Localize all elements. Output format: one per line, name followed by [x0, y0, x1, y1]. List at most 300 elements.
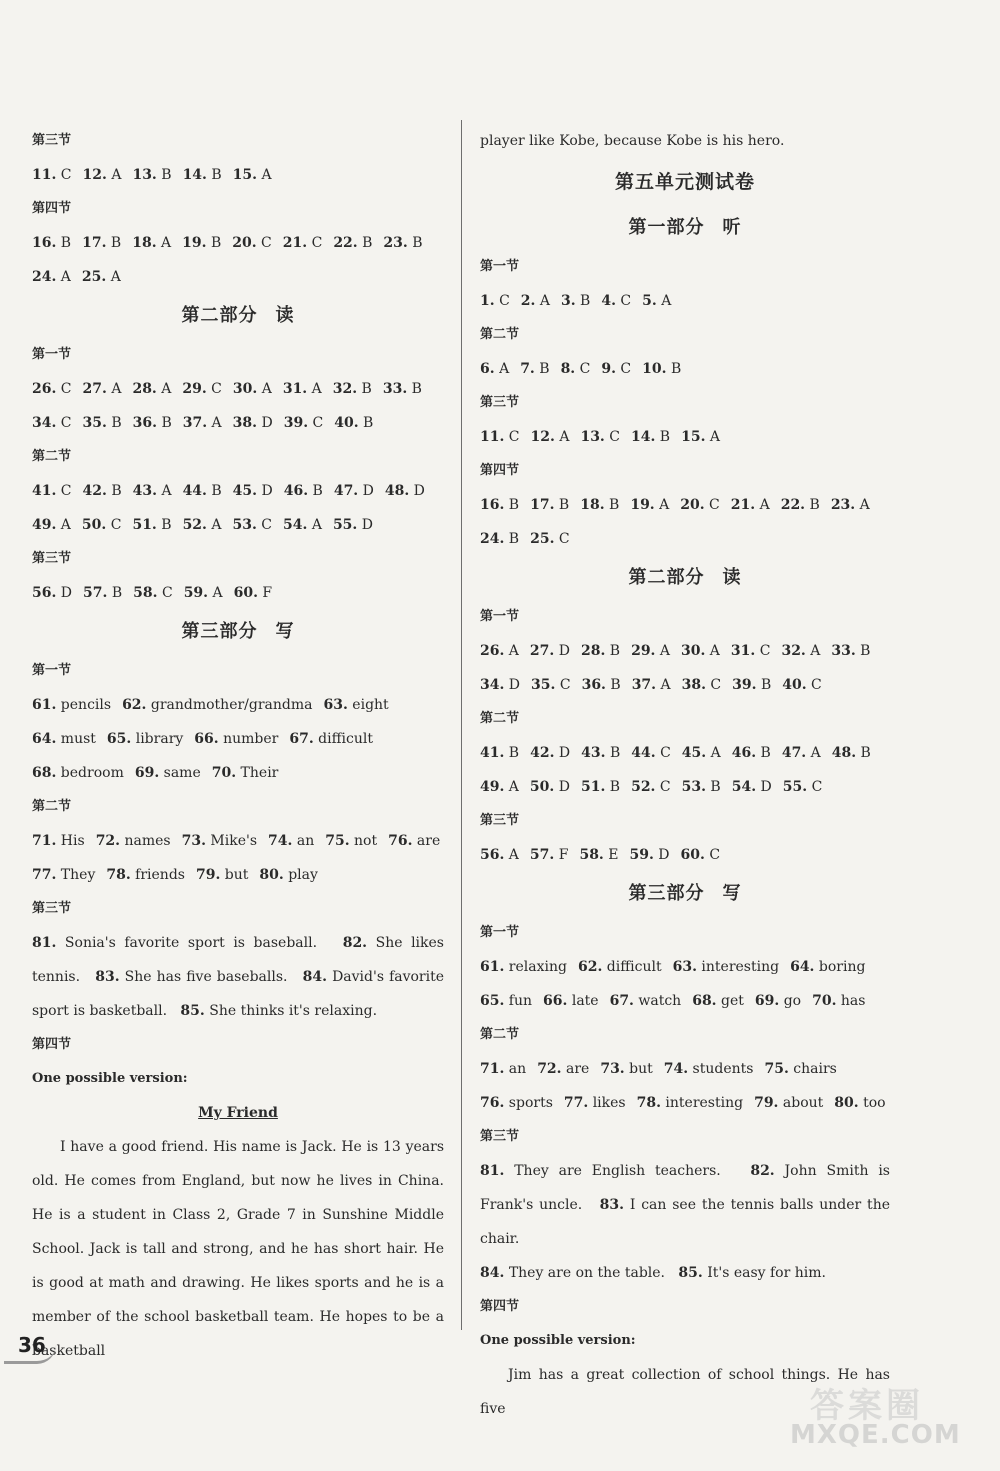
answer-value: A — [106, 381, 122, 397]
answer-item — [132, 517, 171, 533]
part-skill: 听 — [722, 217, 742, 238]
answer-value: interesting — [660, 1095, 744, 1111]
question-number: 65. — [106, 731, 132, 747]
question-number: 8. — [560, 361, 576, 377]
answer-value: B — [805, 497, 820, 513]
answer-value: B — [106, 415, 122, 431]
answer-item — [632, 677, 671, 693]
answer-value: C — [704, 847, 721, 863]
answer-item — [333, 517, 373, 533]
answer-value: B — [575, 293, 591, 309]
answer-item — [325, 833, 377, 849]
answer-item — [232, 517, 272, 533]
answer-row — [480, 1086, 890, 1120]
answer-item — [630, 497, 669, 513]
answer-item — [183, 167, 222, 183]
question-number: 68. — [32, 765, 57, 781]
question-number: 74. — [268, 833, 293, 849]
answer-item — [631, 779, 671, 795]
answer-value: B — [856, 745, 871, 761]
question-number: 24. — [480, 531, 505, 547]
answer-item — [642, 361, 681, 377]
essay-text: I have a good friend. His name is Jack. He is 13 years old. He comes from England, but now he lives in China. He is a student in Class 2, Grade 7 in Sunshine Middle School. Jack is tall and strong, and he has short hair. He is good at math and drawing. He likes sports and he is a member of the school basketball team. He hopes to be a basketball — [32, 1139, 444, 1359]
part-label: 第二部分 — [628, 567, 705, 588]
section-heading: 第二节 — [480, 1027, 520, 1042]
question-number: 53. — [681, 779, 706, 795]
answer-value: boring — [814, 959, 866, 975]
question-number: 4. — [601, 293, 616, 309]
answer-value: A — [208, 585, 223, 601]
answer-item — [82, 235, 121, 251]
section-heading: 第三节 — [32, 133, 72, 148]
answer-value: B — [504, 745, 520, 761]
answer-item — [681, 643, 720, 659]
question-number: 56. — [32, 585, 57, 601]
answer-value: A — [106, 167, 122, 183]
answer-row — [32, 406, 444, 440]
question-number: 43. — [581, 745, 606, 761]
answer-item — [582, 677, 621, 693]
question-number: 78. — [106, 867, 131, 883]
question-number: 39. — [732, 677, 757, 693]
question-number: 75. — [764, 1061, 789, 1077]
answer-value: B — [534, 361, 550, 377]
answer-value: A — [855, 497, 870, 513]
question-number: 35. — [531, 677, 556, 693]
question-number: 65. — [480, 993, 505, 1009]
answer-value: but — [220, 867, 249, 883]
question-number: 37. — [182, 415, 208, 431]
answer-item — [480, 429, 520, 445]
answer-value: not — [349, 833, 378, 849]
answer-item — [383, 235, 422, 251]
question-number: 22. — [780, 497, 806, 513]
answer-item — [183, 415, 222, 431]
answer-item — [333, 235, 372, 251]
question-number: 35. — [82, 415, 107, 431]
answer-item — [681, 847, 721, 863]
answer-item — [732, 745, 771, 761]
question-number: 54. — [731, 779, 757, 795]
question-number: 62. — [577, 959, 603, 975]
answer-text: She thinks it's relaxing. — [209, 1003, 378, 1019]
answer-item — [530, 643, 570, 659]
answer-value: A — [504, 643, 519, 659]
answer-value: A — [554, 429, 570, 445]
question-number: 12. — [530, 429, 555, 445]
answer-value: C — [705, 677, 722, 693]
question-number: 72. — [537, 1061, 562, 1077]
answer-value: too — [858, 1095, 886, 1111]
answer-value: C — [56, 167, 72, 183]
answer-value: library — [131, 731, 184, 747]
answer-item — [631, 429, 670, 445]
answer-row — [32, 474, 444, 508]
question-number: 80. — [834, 1095, 859, 1111]
answer-value: C — [755, 643, 771, 659]
question-number: 64. — [32, 731, 57, 747]
question-number: 48. — [384, 483, 410, 499]
answer-item — [834, 1095, 885, 1111]
answer-item — [530, 779, 570, 795]
question-number: 11. — [480, 429, 505, 445]
answer-value: B — [157, 415, 172, 431]
left-column — [32, 124, 444, 1368]
answer-value: A — [705, 429, 721, 445]
answer-item — [183, 483, 222, 499]
part-skill: 读 — [722, 567, 742, 588]
question-number: 79. — [754, 1095, 779, 1111]
answer-item — [132, 381, 171, 397]
answer-value: A — [56, 517, 71, 533]
answer-value: F — [257, 585, 273, 601]
answer-item — [83, 585, 122, 601]
answer-value: Mike's — [205, 833, 258, 849]
answer-item — [32, 381, 72, 397]
question-number: 18. — [132, 235, 157, 251]
question-number: 81. — [480, 1163, 505, 1179]
answer-row — [480, 420, 890, 454]
question-number: 27. — [82, 381, 107, 397]
question-number: 15. — [232, 167, 258, 183]
question-number: 58. — [133, 585, 158, 601]
question-number: 25. — [81, 269, 107, 285]
answer-item — [480, 1095, 553, 1111]
answer-item — [561, 361, 591, 377]
question-number: 2. — [520, 293, 536, 309]
question-number: 48. — [831, 745, 857, 761]
answer-item — [233, 415, 273, 431]
question-number: 53. — [232, 517, 257, 533]
answer-text: She likes tennis. — [32, 935, 444, 985]
sentence-answers — [480, 1154, 890, 1290]
answer-value: pencils — [56, 697, 112, 713]
answer-item — [580, 497, 619, 513]
answer-row — [32, 722, 444, 756]
question-number: 64. — [790, 959, 815, 975]
section-heading: 第二节 — [32, 799, 72, 814]
answer-value: C — [575, 361, 591, 377]
question-number: 83. — [599, 1197, 625, 1213]
question-number: 21. — [730, 497, 756, 513]
question-number: 28. — [580, 643, 606, 659]
answer-item — [82, 269, 121, 285]
question-number: 76. — [480, 1095, 505, 1111]
answer-value: C — [615, 361, 632, 377]
answer-item — [283, 381, 322, 397]
question-number: 73. — [181, 833, 206, 849]
question-number: 61. — [32, 697, 57, 713]
answer-item — [194, 731, 278, 747]
essay-title: My Friend — [198, 1105, 278, 1121]
answer-value: A — [206, 517, 222, 533]
answer-value: B — [107, 585, 123, 601]
answer-item — [664, 1061, 754, 1077]
answer-value: B — [358, 415, 374, 431]
answer-item — [480, 531, 519, 547]
answer-item — [681, 429, 720, 445]
answer-item — [184, 585, 223, 601]
part-skill: 读 — [275, 305, 295, 326]
part-heading — [480, 872, 890, 916]
answer-row — [480, 352, 890, 386]
answer-item — [284, 483, 323, 499]
question-number: 57. — [529, 847, 555, 863]
answer-value: B — [206, 483, 222, 499]
answer-value: C — [554, 531, 570, 547]
question-number: 61. — [480, 959, 505, 975]
answer-value: play — [283, 867, 318, 883]
answer-row — [480, 838, 890, 872]
answer-item — [731, 643, 771, 659]
question-number: 77. — [32, 867, 57, 883]
answer-value: B — [605, 779, 621, 795]
answer-value: must — [56, 731, 96, 747]
question-number: 74. — [663, 1061, 689, 1077]
answer-item — [601, 361, 631, 377]
answer-value: go — [779, 993, 802, 1009]
answer-item — [832, 745, 871, 761]
answer-item — [259, 867, 318, 883]
question-number: 84. — [480, 1265, 505, 1281]
question-number: 42. — [530, 745, 555, 761]
answer-value: B — [605, 643, 621, 659]
question-number: 49. — [32, 517, 57, 533]
question-number: 42. — [82, 483, 107, 499]
question-number: 13. — [580, 429, 605, 445]
answer-value: D — [56, 585, 73, 601]
answer-value: A — [654, 497, 670, 513]
question-number: 26. — [480, 643, 505, 659]
answer-item — [631, 745, 671, 761]
question-number: 25. — [530, 531, 555, 547]
answer-item — [581, 745, 620, 761]
question-number: 3. — [560, 293, 576, 309]
answer-item — [564, 1095, 626, 1111]
answer-item — [637, 1095, 743, 1111]
question-number: 46. — [283, 483, 309, 499]
answer-item — [132, 235, 171, 251]
answer-value: They — [56, 867, 96, 883]
answer-value: F — [554, 847, 569, 863]
answer-value: His — [56, 833, 85, 849]
answer-item — [233, 381, 272, 397]
answer-item — [234, 585, 273, 601]
section-heading: 第一节 — [32, 663, 72, 678]
answer-value: D — [554, 745, 571, 761]
answer-value: A — [805, 643, 821, 659]
answer-item — [83, 483, 122, 499]
question-number: 5. — [642, 293, 657, 309]
answer-item — [579, 847, 618, 863]
answer-item — [732, 677, 771, 693]
answer-item — [530, 531, 570, 547]
answer-value: A — [157, 483, 172, 499]
question-number: 56. — [480, 847, 505, 863]
answer-value: interesting — [696, 959, 780, 975]
part-label: 第三部分 — [628, 883, 705, 904]
answer-row — [32, 226, 444, 260]
version-label: One possible version: — [32, 1071, 188, 1086]
answer-item — [333, 381, 372, 397]
answer-item — [682, 779, 721, 795]
answer-item — [32, 833, 85, 849]
question-number: 70. — [211, 765, 237, 781]
question-number: 55. — [332, 517, 358, 533]
answer-item — [682, 745, 721, 761]
answer-value: D — [756, 779, 772, 795]
section-heading: 第一节 — [32, 347, 72, 362]
question-number: 23. — [383, 235, 408, 251]
answer-value: C — [655, 745, 671, 761]
answer-item — [755, 993, 801, 1009]
section-heading: 第三节 — [480, 395, 520, 410]
answer-row — [32, 824, 444, 858]
answer-value: D — [409, 483, 425, 499]
answer-value: D — [257, 483, 273, 499]
answer-item — [107, 731, 183, 747]
answer-value: B — [106, 483, 122, 499]
answer-value: A — [106, 269, 121, 285]
question-number: 81. — [32, 935, 57, 951]
answer-item — [83, 415, 122, 431]
answer-value: C — [56, 415, 72, 431]
answer-value: relaxing — [504, 959, 567, 975]
answer-value: D — [257, 415, 273, 431]
question-number: 70. — [812, 993, 837, 1009]
part-label: 第二部分 — [181, 305, 258, 326]
answer-item — [233, 483, 273, 499]
answer-value: C — [704, 497, 720, 513]
answer-value: A — [257, 167, 272, 183]
question-number: 59. — [183, 585, 209, 601]
answer-value: are — [561, 1061, 590, 1077]
answer-item — [480, 1061, 526, 1077]
section-heading: 第二节 — [480, 711, 520, 726]
answer-item — [631, 643, 670, 659]
answer-value: B — [504, 531, 520, 547]
question-number: 66. — [543, 993, 568, 1009]
answer-item — [324, 697, 389, 713]
answer-value: B — [554, 497, 570, 513]
answer-item — [334, 483, 374, 499]
answer-item — [480, 643, 519, 659]
answer-item — [680, 497, 720, 513]
question-number: 40. — [782, 677, 807, 693]
question-number: 52. — [182, 517, 207, 533]
question-number: 52. — [631, 779, 656, 795]
answer-text: Sonia's favorite sport is baseball. — [64, 935, 318, 951]
question-number: 71. — [480, 1061, 505, 1077]
question-number: 31. — [282, 381, 308, 397]
question-number: 37. — [631, 677, 657, 693]
question-number: 41. — [32, 483, 57, 499]
part-heading — [32, 294, 444, 338]
question-number: 15. — [681, 429, 706, 445]
section-heading: 第一节 — [480, 609, 520, 624]
question-number: 63. — [672, 959, 697, 975]
answer-item — [334, 415, 373, 431]
answer-value: D — [358, 483, 374, 499]
answer-value: C — [807, 779, 823, 795]
answer-value: A — [307, 517, 322, 533]
answer-row — [32, 372, 444, 406]
answer-value: D — [504, 677, 521, 693]
section-heading: 第一节 — [480, 259, 520, 274]
question-number: 77. — [563, 1095, 589, 1111]
answer-item — [480, 993, 532, 1009]
answer-value: A — [207, 415, 222, 431]
answer-item — [531, 429, 570, 445]
question-number: 60. — [233, 585, 258, 601]
answer-value: A — [706, 745, 721, 761]
answer-row — [480, 668, 890, 702]
question-number: 38. — [232, 415, 258, 431]
answer-row — [480, 488, 890, 522]
watermark — [790, 1378, 990, 1468]
answer-item — [383, 381, 422, 397]
answer-item — [480, 361, 509, 377]
answer-row — [480, 634, 890, 668]
question-number: 66. — [194, 731, 219, 747]
answer-value: difficult — [313, 731, 373, 747]
answer-value: B — [357, 381, 372, 397]
answer-item — [812, 993, 865, 1009]
answer-value: difficult — [602, 959, 662, 975]
part-label: 第三部分 — [181, 621, 258, 642]
question-number: 50. — [81, 517, 107, 533]
question-number: 22. — [333, 235, 358, 251]
answer-value: C — [615, 293, 632, 309]
question-number: 62. — [122, 697, 147, 713]
answer-value: C — [256, 517, 273, 533]
answer-item — [782, 745, 821, 761]
question-number: 44. — [631, 745, 656, 761]
question-number: 20. — [680, 497, 705, 513]
answer-value: an — [504, 1061, 527, 1077]
answer-value: B — [604, 497, 620, 513]
question-number: 55. — [782, 779, 808, 795]
answer-value: A — [656, 293, 672, 309]
answer-value: C — [56, 381, 72, 397]
question-number: 10. — [642, 361, 667, 377]
answer-item — [673, 959, 779, 975]
question-number: 23. — [830, 497, 856, 513]
answer-value: bedroom — [56, 765, 124, 781]
answer-item — [96, 833, 171, 849]
answer-item — [32, 697, 111, 713]
section-heading: 第三节 — [480, 1129, 520, 1144]
question-number: 67. — [289, 731, 314, 747]
answer-text: They are on the table. — [508, 1265, 666, 1281]
answer-item — [831, 643, 870, 659]
answer-value: C — [604, 429, 620, 445]
answer-text: I can see the tennis balls under the chair. — [480, 1197, 890, 1247]
answer-row — [480, 984, 890, 1018]
answer-item — [530, 745, 570, 761]
question-number: 13. — [132, 167, 157, 183]
answer-item — [764, 1061, 836, 1077]
answer-item — [133, 585, 173, 601]
answer-item — [581, 779, 620, 795]
answer-value: B — [56, 235, 72, 251]
answer-value: C — [256, 235, 272, 251]
answer-value: get — [716, 993, 744, 1009]
section-heading: 第四节 — [32, 201, 72, 216]
answer-value: D — [554, 643, 570, 659]
answer-item — [692, 993, 744, 1009]
question-number: 21. — [282, 235, 308, 251]
